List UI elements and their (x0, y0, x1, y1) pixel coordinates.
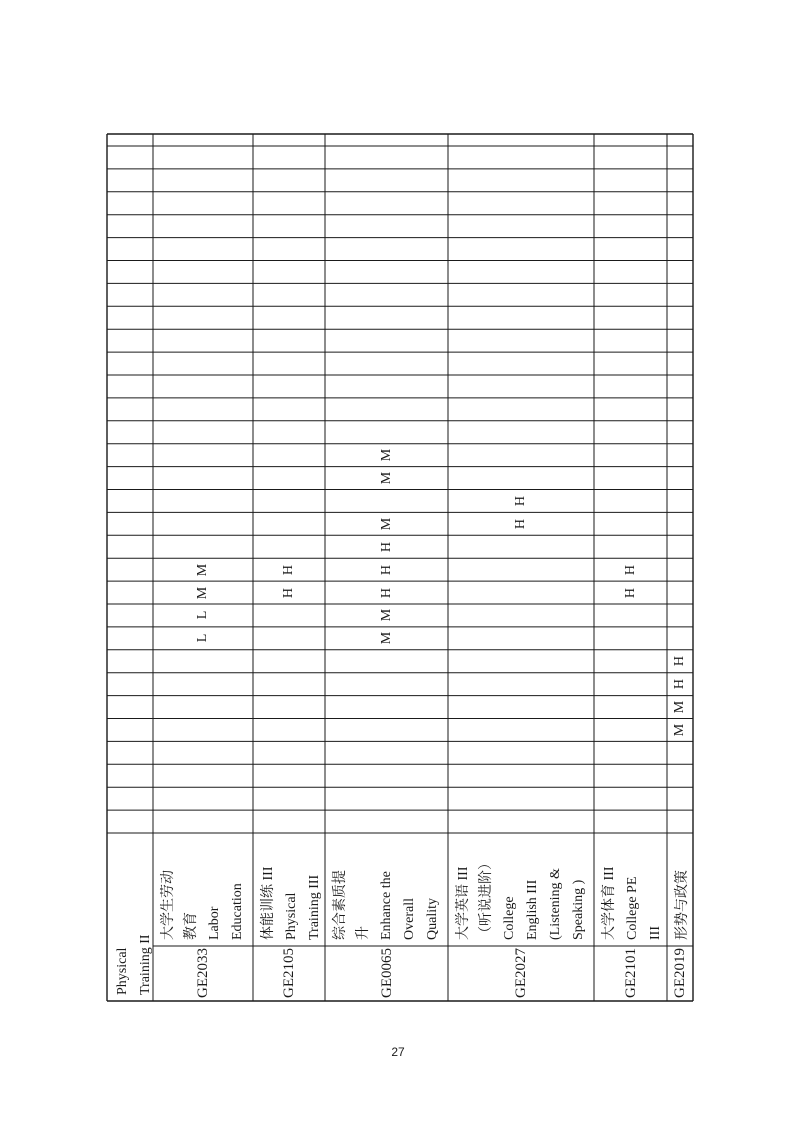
course-code: GE0065 (378, 948, 395, 998)
contribution-mark: M (195, 563, 210, 576)
course-code: GE2027 (513, 948, 529, 998)
course-name-line: (Listening & (548, 868, 563, 940)
course-name-line: III (648, 926, 663, 940)
contribution-mark: H (513, 518, 528, 529)
course-name-line: Quality (425, 898, 440, 940)
course-name-line: Speaking ) (571, 879, 586, 940)
contribution-mark: M (195, 586, 210, 599)
contribution-mark: H (672, 656, 687, 667)
course-name-line: Training III (307, 874, 322, 940)
contribution-mark: H (622, 564, 638, 575)
contribution-mark: L (195, 634, 210, 643)
contribution-mark: M (378, 471, 394, 485)
course-name-line: English III (525, 879, 540, 940)
contribution-mark: H (281, 564, 296, 575)
course-name-line: 大学英语 III (456, 866, 471, 940)
course-name-line: 大学生劳动 (161, 870, 176, 940)
contribution-mark: M (672, 723, 687, 737)
course-name-line: Physical (115, 947, 130, 995)
course-name-line: （听说进阶） (479, 856, 494, 940)
course-name-line: Training II (138, 934, 153, 995)
course-name-line: College PE (625, 876, 640, 940)
course-name-line: 形势与政策 (675, 870, 690, 940)
course-name-line: Labor (207, 906, 222, 940)
contribution-mark: M (378, 632, 394, 645)
course-name-line: Education (230, 883, 245, 940)
course-name-line: 大学体育 III (602, 866, 617, 940)
contribution-mark: L (195, 611, 210, 620)
course-code: GE2033 (195, 948, 211, 998)
contribution-mark: H (281, 587, 296, 598)
course-name-line: 综合素质提 (333, 870, 348, 940)
course-name-line: Enhance the (379, 871, 394, 940)
contribution-mark: H (672, 679, 687, 690)
course-name-line: Overall (402, 898, 417, 940)
contribution-mark: H (378, 541, 394, 552)
contribution-mark: H (622, 587, 638, 598)
contribution-mark: M (378, 517, 394, 531)
course-name-line: 升 (356, 926, 371, 940)
contribution-mark: H (513, 495, 528, 506)
course-code: GE2105 (281, 948, 297, 998)
contribution-mark: M (378, 448, 394, 462)
contribution-mark: H (378, 564, 394, 575)
page-number: 27 (391, 1045, 405, 1059)
contribution-mark: M (378, 609, 394, 622)
contribution-mark: H (378, 587, 394, 598)
course-code: GE2101 (622, 948, 639, 998)
course-name-line: 体能训练 III (261, 866, 276, 940)
contribution-mark: M (672, 700, 687, 714)
course-name-line: 教育 (184, 912, 199, 940)
course-name-line: Physical (284, 892, 299, 940)
course-name-line: College (502, 896, 517, 940)
course-code: GE2019 (672, 948, 688, 998)
